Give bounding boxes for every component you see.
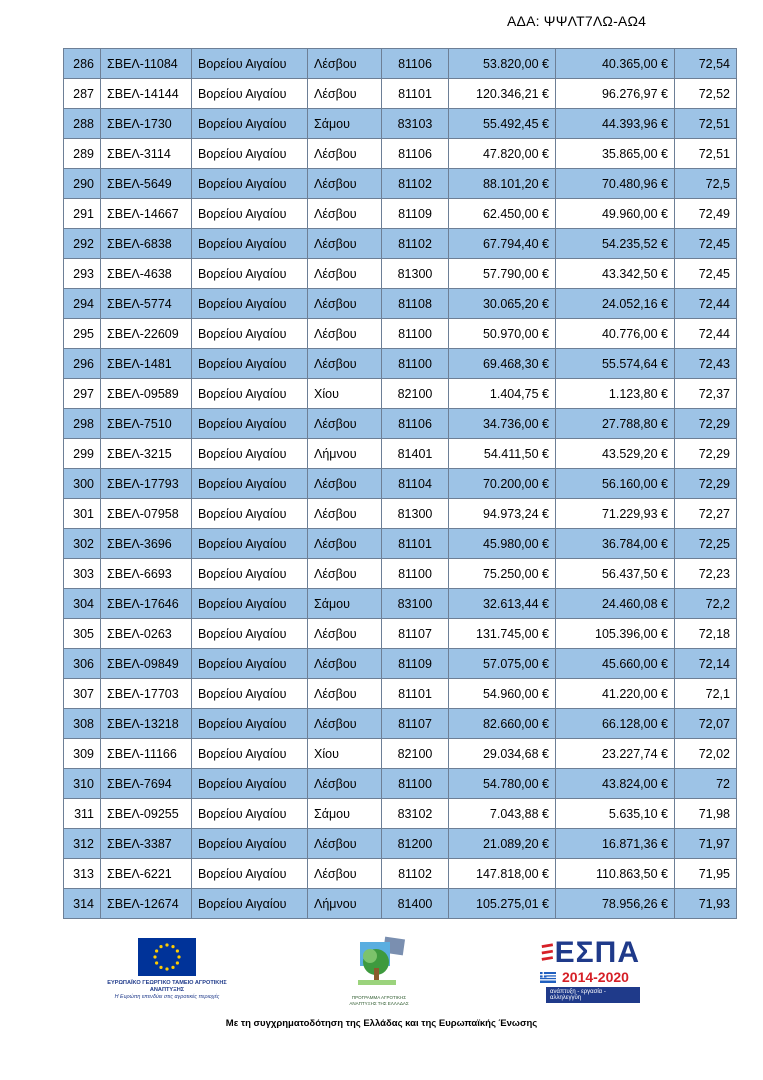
row-budget-amount: 1.404,75 € [449, 379, 556, 409]
greek-flag-icon [540, 972, 556, 983]
row-prefecture: Λέσβου [308, 49, 382, 79]
row-postal-code: 81401 [382, 439, 449, 469]
row-score: 72,51 [675, 139, 737, 169]
row-score: 72,5 [675, 169, 737, 199]
row-number: 298 [64, 409, 101, 439]
row-code: ΣΒΕΛ-17793 [101, 469, 192, 499]
row-budget-amount: 54.780,00 € [449, 769, 556, 799]
row-postal-code: 81106 [382, 409, 449, 439]
row-region: Βορείου Αιγαίου [192, 109, 308, 139]
row-score: 72,2 [675, 589, 737, 619]
row-number: 286 [64, 49, 101, 79]
table-row [64, 529, 737, 559]
row-prefecture: Λέσβου [308, 559, 382, 589]
row-prefecture: Σάμου [308, 799, 382, 829]
table-row [64, 679, 737, 709]
row-score: 72,27 [675, 499, 737, 529]
row-region: Βορείου Αιγαίου [192, 649, 308, 679]
row-score: 72,23 [675, 559, 737, 589]
row-number: 296 [64, 349, 101, 379]
espa-logo [540, 938, 640, 1004]
row-code: ΣΒΕΛ-3696 [101, 529, 192, 559]
row-budget-amount: 67.794,40 € [449, 229, 556, 259]
row-postal-code: 82100 [382, 379, 449, 409]
row-public-expenditure: 56.160,00 € [556, 469, 675, 499]
results-table [63, 48, 737, 919]
row-number: 304 [64, 589, 101, 619]
row-number: 305 [64, 619, 101, 649]
row-prefecture: Λέσβου [308, 259, 382, 289]
row-prefecture: Λέσβου [308, 469, 382, 499]
row-code: ΣΒΕΛ-4638 [101, 259, 192, 289]
row-region: Βορείου Αιγαίου [192, 199, 308, 229]
table-row [64, 859, 737, 889]
row-prefecture: Χίου [308, 379, 382, 409]
row-public-expenditure: 96.276,97 € [556, 79, 675, 109]
row-postal-code: 83100 [382, 589, 449, 619]
row-public-expenditure: 16.871,36 € [556, 829, 675, 859]
row-score: 72,25 [675, 529, 737, 559]
table-row [64, 589, 737, 619]
row-prefecture: Σάμου [308, 589, 382, 619]
row-region: Βορείου Αιγαίου [192, 79, 308, 109]
row-number: 301 [64, 499, 101, 529]
espa-tagline: ανάπτυξη - εργασία - αλληλεγγύη [546, 987, 640, 1003]
row-public-expenditure: 24.052,16 € [556, 289, 675, 319]
row-code: ΣΒΕΛ-12674 [101, 889, 192, 919]
espa-title: ΕΣΠΑ [554, 936, 640, 969]
row-postal-code: 81101 [382, 679, 449, 709]
row-code: ΣΒΕΛ-11084 [101, 49, 192, 79]
row-score: 72,14 [675, 649, 737, 679]
row-budget-amount: 53.820,00 € [449, 49, 556, 79]
row-postal-code: 81107 [382, 619, 449, 649]
table-row [64, 139, 737, 169]
results-table-body [64, 49, 737, 919]
row-budget-amount: 34.736,00 € [449, 409, 556, 439]
row-region: Βορείου Αιγαίου [192, 799, 308, 829]
row-public-expenditure: 27.788,80 € [556, 409, 675, 439]
row-prefecture: Λέσβου [308, 769, 382, 799]
row-prefecture: Λέσβου [308, 679, 382, 709]
row-score: 72,52 [675, 79, 737, 109]
row-prefecture: Λέσβου [308, 409, 382, 439]
row-code: ΣΒΕΛ-6838 [101, 229, 192, 259]
row-postal-code: 81108 [382, 289, 449, 319]
espa-years: 2014-2020 [562, 969, 629, 985]
row-postal-code: 81102 [382, 169, 449, 199]
row-code: ΣΒΕΛ-11166 [101, 739, 192, 769]
row-postal-code: 81100 [382, 769, 449, 799]
row-postal-code: 81100 [382, 349, 449, 379]
espa-logo-icon [540, 942, 555, 964]
row-prefecture: Λέσβου [308, 169, 382, 199]
row-public-expenditure: 66.128,00 € [556, 709, 675, 739]
table-row [64, 829, 737, 859]
row-score: 72,29 [675, 469, 737, 499]
row-region: Βορείου Αιγαίου [192, 229, 308, 259]
row-prefecture: Λέσβου [308, 619, 382, 649]
row-region: Βορείου Αιγαίου [192, 529, 308, 559]
row-prefecture: Λέσβου [308, 289, 382, 319]
row-postal-code: 81102 [382, 859, 449, 889]
row-prefecture: Λήμνου [308, 439, 382, 469]
row-prefecture: Λέσβου [308, 139, 382, 169]
row-code: ΣΒΕΛ-6693 [101, 559, 192, 589]
table-row [64, 349, 737, 379]
row-budget-amount: 50.970,00 € [449, 319, 556, 349]
table-row [64, 229, 737, 259]
row-prefecture: Χίου [308, 739, 382, 769]
row-public-expenditure: 54.235,52 € [556, 229, 675, 259]
row-score: 72,51 [675, 109, 737, 139]
row-code: ΣΒΕΛ-3387 [101, 829, 192, 859]
row-score: 71,98 [675, 799, 737, 829]
row-prefecture: Λέσβου [308, 709, 382, 739]
row-budget-amount: 54.960,00 € [449, 679, 556, 709]
row-score: 72,45 [675, 229, 737, 259]
row-score: 72,29 [675, 409, 737, 439]
row-budget-amount: 32.613,44 € [449, 589, 556, 619]
row-region: Βορείου Αιγαίου [192, 409, 308, 439]
row-postal-code: 81104 [382, 469, 449, 499]
row-budget-amount: 55.492,45 € [449, 109, 556, 139]
row-postal-code: 82100 [382, 739, 449, 769]
row-budget-amount: 30.065,20 € [449, 289, 556, 319]
row-number: 312 [64, 829, 101, 859]
row-region: Βορείου Αιγαίου [192, 379, 308, 409]
row-budget-amount: 147.818,00 € [449, 859, 556, 889]
row-budget-amount: 94.973,24 € [449, 499, 556, 529]
row-number: 308 [64, 709, 101, 739]
row-region: Βορείου Αιγαίου [192, 139, 308, 169]
row-public-expenditure: 43.824,00 € [556, 769, 675, 799]
row-score: 71,93 [675, 889, 737, 919]
row-score: 72,44 [675, 319, 737, 349]
table-row [64, 259, 737, 289]
row-region: Βορείου Αιγαίου [192, 319, 308, 349]
row-public-expenditure: 56.437,50 € [556, 559, 675, 589]
row-number: 309 [64, 739, 101, 769]
row-score: 72,07 [675, 709, 737, 739]
table-row [64, 619, 737, 649]
row-region: Βορείου Αιγαίου [192, 289, 308, 319]
row-score: 72,29 [675, 439, 737, 469]
row-region: Βορείου Αιγαίου [192, 589, 308, 619]
row-code: ΣΒΕΛ-09849 [101, 649, 192, 679]
row-region: Βορείου Αιγαίου [192, 739, 308, 769]
row-postal-code: 81100 [382, 559, 449, 589]
row-public-expenditure: 43.342,50 € [556, 259, 675, 289]
row-code: ΣΒΕΛ-09255 [101, 799, 192, 829]
table-row [64, 889, 737, 919]
table-row [64, 709, 737, 739]
row-public-expenditure: 70.480,96 € [556, 169, 675, 199]
pag-logo-icon [350, 936, 408, 988]
row-postal-code: 83103 [382, 109, 449, 139]
row-region: Βορείου Αιγαίου [192, 859, 308, 889]
row-postal-code: 81200 [382, 829, 449, 859]
row-public-expenditure: 24.460,08 € [556, 589, 675, 619]
row-public-expenditure: 43.529,20 € [556, 439, 675, 469]
table-row [64, 199, 737, 229]
row-postal-code: 81109 [382, 649, 449, 679]
row-public-expenditure: 44.393,96 € [556, 109, 675, 139]
row-code: ΣΒΕΛ-6221 [101, 859, 192, 889]
row-prefecture: Λέσβου [308, 829, 382, 859]
row-budget-amount: 70.200,00 € [449, 469, 556, 499]
row-number: 287 [64, 79, 101, 109]
pag-program-name: ΠΡΟΓΡΑΜΜΑ ΑΓΡΟΤΙΚΗΣ ΑΝΑΠΤΥΞΗΣ ΤΗΣ ΕΛΛΑΔΑΣ [349, 995, 409, 1006]
row-prefecture: Λέσβου [308, 229, 382, 259]
row-code: ΣΒΕΛ-1730 [101, 109, 192, 139]
row-number: 295 [64, 319, 101, 349]
row-region: Βορείου Αιγαίου [192, 349, 308, 379]
row-public-expenditure: 5.635,10 € [556, 799, 675, 829]
eu-fund-name: ΕΥΡΩΠΑΪΚΟ ΓΕΩΡΓΙΚΟ ΤΑΜΕΙΟ ΑΓΡΟΤΙΚΗΣ ΑΝΑΠΤΥΞΗΣ [107, 980, 227, 993]
row-number: 314 [64, 889, 101, 919]
row-budget-amount: 88.101,20 € [449, 169, 556, 199]
table-row [64, 559, 737, 589]
row-code: ΣΒΕΛ-7694 [101, 769, 192, 799]
row-number: 290 [64, 169, 101, 199]
row-postal-code: 81102 [382, 229, 449, 259]
row-prefecture: Λέσβου [308, 529, 382, 559]
row-budget-amount: 82.660,00 € [449, 709, 556, 739]
row-region: Βορείου Αιγαίου [192, 559, 308, 589]
row-public-expenditure: 110.863,50 € [556, 859, 675, 889]
row-prefecture: Λέσβου [308, 349, 382, 379]
row-public-expenditure: 105.396,00 € [556, 619, 675, 649]
row-prefecture: Λήμνου [308, 889, 382, 919]
row-code: ΣΒΕΛ-5774 [101, 289, 192, 319]
table-row [64, 469, 737, 499]
row-public-expenditure: 35.865,00 € [556, 139, 675, 169]
row-prefecture: Λέσβου [308, 199, 382, 229]
row-public-expenditure: 55.574,64 € [556, 349, 675, 379]
row-prefecture: Λέσβου [308, 499, 382, 529]
row-number: 313 [64, 859, 101, 889]
row-budget-amount: 54.411,50 € [449, 439, 556, 469]
row-number: 299 [64, 439, 101, 469]
table-row [64, 739, 737, 769]
row-region: Βορείου Αιγαίου [192, 709, 308, 739]
eu-flag-icon [138, 938, 196, 976]
funding-logos [0, 938, 763, 1008]
table-row [64, 499, 737, 529]
row-region: Βορείου Αιγαίου [192, 499, 308, 529]
cofunding-footer: Με τη συγχρηματοδότηση της Ελλάδας και της Ευρωπαϊκής Ένωσης [225, 1018, 538, 1029]
row-prefecture: Σάμου [308, 109, 382, 139]
row-budget-amount: 7.043,88 € [449, 799, 556, 829]
row-number: 303 [64, 559, 101, 589]
row-number: 300 [64, 469, 101, 499]
row-budget-amount: 120.346,21 € [449, 79, 556, 109]
row-budget-amount: 62.450,00 € [449, 199, 556, 229]
table-row [64, 649, 737, 679]
row-score: 72,54 [675, 49, 737, 79]
row-region: Βορείου Αιγαίου [192, 619, 308, 649]
row-code: ΣΒΕΛ-13218 [101, 709, 192, 739]
row-code: ΣΒΕΛ-22609 [101, 319, 192, 349]
row-number: 288 [64, 109, 101, 139]
row-code: ΣΒΕΛ-5649 [101, 169, 192, 199]
table-row [64, 109, 737, 139]
row-budget-amount: 57.075,00 € [449, 649, 556, 679]
row-region: Βορείου Αιγαίου [192, 889, 308, 919]
row-score: 72,18 [675, 619, 737, 649]
row-code: ΣΒΕΛ-17646 [101, 589, 192, 619]
row-region: Βορείου Αιγαίου [192, 49, 308, 79]
row-public-expenditure: 78.956,26 € [556, 889, 675, 919]
table-row [64, 379, 737, 409]
row-number: 294 [64, 289, 101, 319]
row-prefecture: Λέσβου [308, 319, 382, 349]
table-row [64, 49, 737, 79]
row-number: 289 [64, 139, 101, 169]
row-public-expenditure: 36.784,00 € [556, 529, 675, 559]
row-score: 72 [675, 769, 737, 799]
row-score: 72,49 [675, 199, 737, 229]
table-row [64, 409, 737, 439]
row-postal-code: 81106 [382, 49, 449, 79]
row-code: ΣΒΕΛ-0263 [101, 619, 192, 649]
row-budget-amount: 47.820,00 € [449, 139, 556, 169]
row-code: ΣΒΕΛ-7510 [101, 409, 192, 439]
row-number: 297 [64, 379, 101, 409]
row-prefecture: Λέσβου [308, 859, 382, 889]
row-score: 72,1 [675, 679, 737, 709]
row-postal-code: 81109 [382, 199, 449, 229]
row-public-expenditure: 71.229,93 € [556, 499, 675, 529]
table-row [64, 79, 737, 109]
row-score: 72,45 [675, 259, 737, 289]
row-code: ΣΒΕΛ-07958 [101, 499, 192, 529]
row-postal-code: 83102 [382, 799, 449, 829]
row-budget-amount: 21.089,20 € [449, 829, 556, 859]
table-row [64, 799, 737, 829]
row-region: Βορείου Αιγαίου [192, 769, 308, 799]
row-code: ΣΒΕΛ-14667 [101, 199, 192, 229]
row-public-expenditure: 40.776,00 € [556, 319, 675, 349]
row-score: 71,95 [675, 859, 737, 889]
row-region: Βορείου Αιγαίου [192, 469, 308, 499]
row-number: 306 [64, 649, 101, 679]
row-public-expenditure: 1.123,80 € [556, 379, 675, 409]
row-score: 72,37 [675, 379, 737, 409]
row-postal-code: 81106 [382, 139, 449, 169]
row-number: 310 [64, 769, 101, 799]
row-score: 72,02 [675, 739, 737, 769]
pag-logo [344, 936, 414, 1007]
row-public-expenditure: 49.960,00 € [556, 199, 675, 229]
table-row [64, 289, 737, 319]
row-code: ΣΒΕΛ-09589 [101, 379, 192, 409]
eu-logo [92, 938, 242, 1001]
row-code: ΣΒΕΛ-14144 [101, 79, 192, 109]
row-postal-code: 81101 [382, 79, 449, 109]
row-postal-code: 81101 [382, 529, 449, 559]
row-score: 72,43 [675, 349, 737, 379]
row-number: 302 [64, 529, 101, 559]
document-ada-code: ΑΔΑ: ΨΨΛΤ7ΛΩ-ΑΩ4 [507, 13, 647, 29]
row-score: 72,44 [675, 289, 737, 319]
row-code: ΣΒΕΛ-17703 [101, 679, 192, 709]
table-row [64, 319, 737, 349]
row-postal-code: 81400 [382, 889, 449, 919]
row-code: ΣΒΕΛ-1481 [101, 349, 192, 379]
row-public-expenditure: 41.220,00 € [556, 679, 675, 709]
row-number: 307 [64, 679, 101, 709]
row-budget-amount: 75.250,00 € [449, 559, 556, 589]
row-region: Βορείου Αιγαίου [192, 169, 308, 199]
row-postal-code: 81300 [382, 259, 449, 289]
row-score: 71,97 [675, 829, 737, 859]
row-prefecture: Λέσβου [308, 649, 382, 679]
row-budget-amount: 29.034,68 € [449, 739, 556, 769]
row-budget-amount: 57.790,00 € [449, 259, 556, 289]
row-budget-amount: 69.468,30 € [449, 349, 556, 379]
eu-fund-motto: Η Ευρώπη επενδύει στις αγροτικές περιοχές [114, 994, 220, 1000]
row-number: 292 [64, 229, 101, 259]
row-region: Βορείου Αιγαίου [192, 679, 308, 709]
row-number: 291 [64, 199, 101, 229]
row-code: ΣΒΕΛ-3114 [101, 139, 192, 169]
row-public-expenditure: 40.365,00 € [556, 49, 675, 79]
row-postal-code: 81107 [382, 709, 449, 739]
row-budget-amount: 105.275,01 € [449, 889, 556, 919]
row-public-expenditure: 23.227,74 € [556, 739, 675, 769]
row-postal-code: 81100 [382, 319, 449, 349]
row-number: 311 [64, 799, 101, 829]
row-prefecture: Λέσβου [308, 79, 382, 109]
table-row [64, 769, 737, 799]
row-public-expenditure: 45.660,00 € [556, 649, 675, 679]
table-row [64, 439, 737, 469]
row-region: Βορείου Αιγαίου [192, 439, 308, 469]
row-region: Βορείου Αιγαίου [192, 829, 308, 859]
row-budget-amount: 45.980,00 € [449, 529, 556, 559]
row-budget-amount: 131.745,00 € [449, 619, 556, 649]
row-postal-code: 81300 [382, 499, 449, 529]
row-number: 293 [64, 259, 101, 289]
row-region: Βορείου Αιγαίου [192, 259, 308, 289]
table-row [64, 169, 737, 199]
row-code: ΣΒΕΛ-3215 [101, 439, 192, 469]
